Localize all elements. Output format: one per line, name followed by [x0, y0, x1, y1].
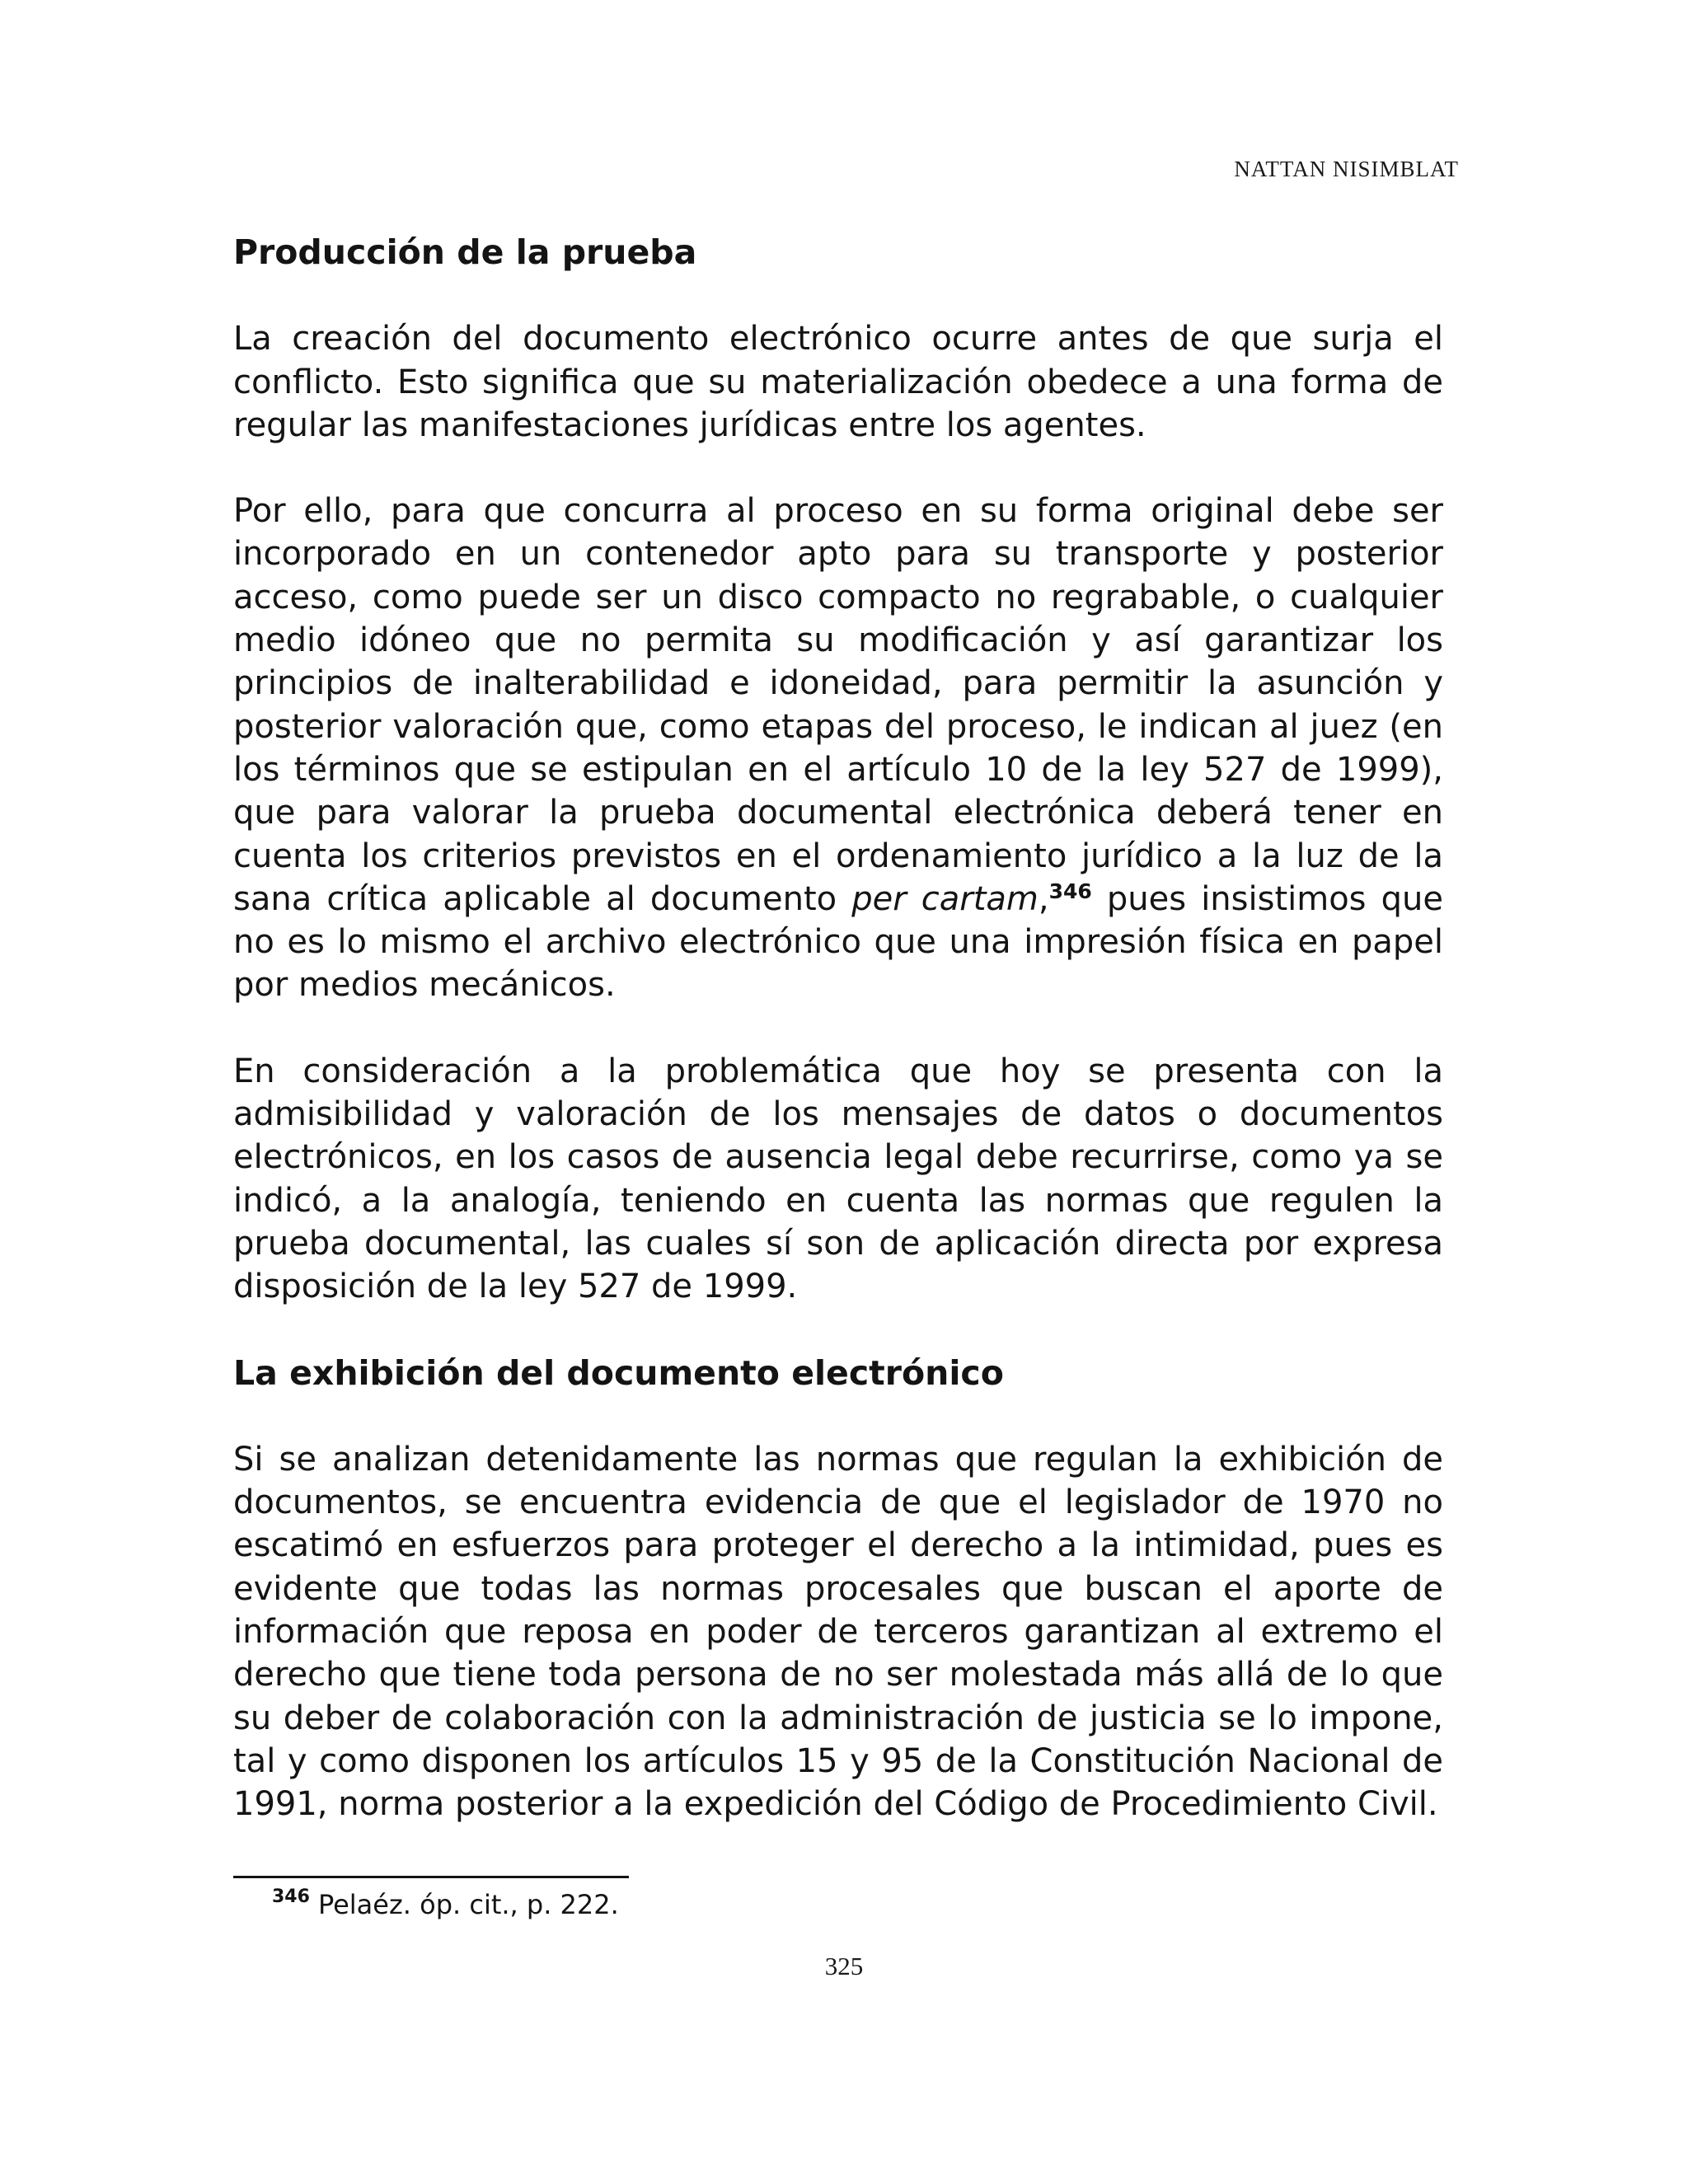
page-number: 325	[824, 1952, 864, 1980]
running-header: NATTAN NISIMBLAT	[1234, 157, 1459, 181]
paragraph: La creación del documento electrónico ocurre antes de que surja el conflicto. Esto significa que su materialización obedece a una forma de regular las manifestaciones jurídicas entre los agentes.	[233, 320, 1443, 444]
footnote-number: 346	[272, 1886, 310, 1907]
section-heading-exhibicion: La exhibición del documento electrónico	[233, 1352, 1004, 1393]
paragraph: Si se analizan detenidamente las normas que regulan la exhibición de documentos, se encuentra evidencia de que el legislador de 1970 no escatimó en esfuerzos para proteger el derecho a la intimidad, pues es evidente que todas las normas procesales que buscan el aporte de información que reposa en poder de terceros garantizan al extremo el derecho que tiene toda persona de no ser molestada más allá de lo que su deber de colaboración con la administración de justicia se lo impone, tal y como disponen los artículos 15 y 95 de la Constitución Nacional de 1991, norma posterior a la expedición del Código de Procedimiento Civil.	[233, 1440, 1443, 1824]
comma: ,	[1038, 879, 1049, 918]
footnote-text: Pelaéz. óp. cit., p. 222.	[317, 1889, 619, 1920]
paragraph-with-footnote	[233, 490, 1443, 1007]
footnote-separator	[233, 1876, 629, 1878]
section-heading-produccion: Producción de la prueba	[233, 232, 697, 272]
paragraph-text: pues insistimos que no es lo mismo el archivo electrónico que una impresión física en papel por medios mecánicos.	[233, 879, 1443, 1005]
latin-term: per cartam	[851, 879, 1039, 918]
footnote	[272, 1886, 619, 1920]
footnote-reference[interactable]: 346	[1048, 879, 1092, 903]
body-text	[233, 231, 1443, 1826]
paragraph-text: Por ello, para que concurra al proceso en su forma original debe ser incorporado en un contenedor apto para su transporte y posterior acceso, como puede ser un disco compacto no regrabable, o cualquier medio idóneo que no permita su modificación y así garantizar los principios de inalterabilidad e idoneidad, para permitir la asunción y posterior valoración que, como etapas del proceso, le indican al juez (en los términos que se estipulan en el artículo 10 de la ley 527 de 1999), que para valorar la prueba documental electrónica deberá tener en cuenta los criterios previstos en el ordenamiento jurídico a la luz de la sana crítica aplicable al documento	[233, 492, 1443, 918]
paragraph: En consideración a la problemática que hoy se presenta con la admisibilidad y valoración de los mensajes de datos o documentos electrónicos, en los casos de ausencia legal debe recurrirse, como ya se indicó, a la analogía, teniendo en cuenta las normas que regulen la prueba documental, las cuales sí son de aplicación directa por expresa disposición de la ley 527 de 1999.	[233, 1052, 1443, 1306]
